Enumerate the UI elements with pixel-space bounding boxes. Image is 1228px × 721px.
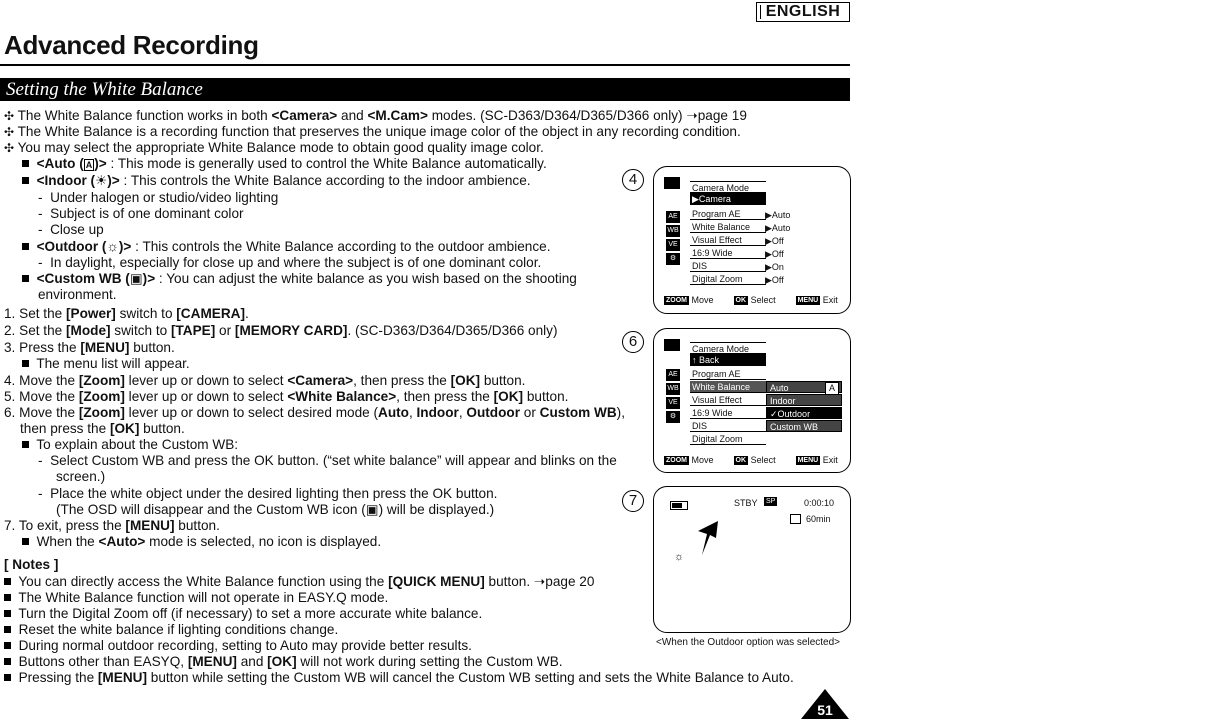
pointer-arrow-icon bbox=[698, 521, 718, 555]
menu-screen-white-balance bbox=[653, 328, 851, 473]
standby-label: STBY bbox=[734, 498, 758, 508]
step-6: 6. Move the [Zoom] lever up or down to select desired mode (Auto, Indoor, Outdoor or Custom WB), bbox=[4, 405, 625, 420]
recording-screen bbox=[653, 486, 851, 633]
step-6-detail-2: - Place the white object under the desired lighting then press the OK button. bbox=[38, 486, 498, 501]
step-2: 2. Set the [Mode] switch to [TAPE] or [MEMORY CARD]. (SC-D363/D364/D365/D366 only) bbox=[4, 323, 558, 338]
menu-item-white-balance[interactable]: White Balance bbox=[690, 221, 766, 233]
step-3: 3. Press the [MENU] button. bbox=[4, 340, 175, 355]
menu-key-icon: MENU bbox=[797, 457, 819, 464]
settings-icon: ⚙ bbox=[666, 253, 680, 265]
zoom-key-icon: ZOOM bbox=[666, 297, 687, 304]
ok-key-icon: OK bbox=[735, 457, 747, 464]
intro-line-1: ✣ The White Balance function works in both <Camera> and <M.Cam> modes. (SC-D363/D364/D365/D366 only) ➝page 19 bbox=[4, 108, 747, 123]
square-bullet-icon bbox=[22, 441, 29, 448]
page-number: 51 bbox=[817, 702, 833, 718]
square-bullet-icon bbox=[22, 160, 29, 167]
note-4: Reset the white balance if lighting conditions change. bbox=[4, 622, 338, 638]
square-bullet-icon bbox=[22, 360, 29, 367]
step-number-4: 4 bbox=[622, 169, 644, 191]
menu-item-camera-mode[interactable]: Camera Mode bbox=[690, 181, 766, 193]
menu-item-white-balance[interactable]: White Balance bbox=[690, 381, 766, 393]
bullet-icon: ✣ bbox=[4, 141, 15, 155]
language-label: ENGLISH bbox=[756, 2, 850, 22]
step-6-line-2: then press the [OK] button. bbox=[20, 421, 185, 436]
value-white-balance: ▶Auto bbox=[765, 223, 791, 233]
square-bullet-icon bbox=[4, 642, 11, 649]
step-6-detail-1-cont: screen.) bbox=[56, 469, 106, 484]
section-banner: Setting the White Balance bbox=[0, 78, 850, 101]
page-title: Advanced Recording bbox=[4, 30, 259, 60]
square-bullet-icon bbox=[22, 275, 29, 282]
control-hint-bar: ZOOM Move OK Select MENU Exit bbox=[666, 455, 838, 465]
step-6-sub: To explain about the Custom WB: bbox=[22, 437, 238, 453]
square-bullet-icon bbox=[4, 594, 11, 601]
step-number-6: 6 bbox=[622, 331, 644, 353]
auto-icon: A bbox=[825, 382, 839, 395]
option-outdoor[interactable]: ✓Outdoor bbox=[766, 407, 842, 419]
remaining-time: 60min bbox=[806, 514, 831, 524]
intro-line-2: ✣ The White Balance is a recording function that preserves the unique image color of the object in any recording condition. bbox=[4, 124, 741, 139]
indoor-sub-3: - Close up bbox=[38, 222, 104, 237]
square-bullet-icon bbox=[22, 243, 29, 250]
menu-item-camera-mode[interactable]: Camera Mode bbox=[690, 342, 766, 354]
menu-item-dis[interactable]: DIS bbox=[690, 420, 766, 432]
time-counter: 0:00:10 bbox=[804, 498, 835, 508]
step-5: 5. Move the [Zoom] lever up or down to select <White Balance>, then press the [OK] button. bbox=[4, 389, 569, 404]
square-bullet-icon bbox=[4, 658, 11, 665]
square-bullet-icon bbox=[4, 578, 11, 585]
camera-icon bbox=[664, 177, 680, 189]
bullet-icon: ✣ bbox=[4, 109, 15, 123]
square-bullet-icon bbox=[4, 610, 11, 617]
square-bullet-icon bbox=[4, 626, 11, 633]
menu-item-digital-zoom[interactable]: Digital Zoom bbox=[690, 273, 766, 285]
mode-indoor: <Indoor (☀)> : This controls the White Balance according to the indoor ambience. bbox=[22, 173, 531, 189]
program-ae-icon: AE bbox=[666, 369, 680, 381]
menu-item-digital-zoom[interactable]: Digital Zoom bbox=[690, 433, 766, 445]
mode-outdoor: <Outdoor (☼)> : This controls the White Balance according to the outdoor ambience. bbox=[22, 239, 550, 255]
tape-icon bbox=[790, 514, 801, 524]
program-ae-icon: AE bbox=[666, 211, 680, 223]
menu-item-camera[interactable]: ▶Camera bbox=[690, 193, 766, 205]
intro-line-3: ✣ You may select the appropriate White Balance mode to obtain good quality image color. bbox=[4, 140, 544, 155]
auto-icon: A bbox=[85, 160, 93, 170]
menu-item-back[interactable]: ↑ Back bbox=[690, 354, 766, 366]
note-2: The White Balance function will not operate in EASY.Q mode. bbox=[4, 590, 388, 606]
menu-item-visual-effect[interactable]: Visual Effect bbox=[690, 394, 766, 406]
note-1: You can directly access the White Balance function using the [QUICK MENU] button. ➝page 20 bbox=[4, 574, 594, 590]
step-7: 7. To exit, press the [MENU] button. bbox=[4, 518, 220, 533]
zoom-key-icon: ZOOM bbox=[666, 457, 687, 464]
note-7: Pressing the [MENU] button while setting the Custom WB will cancel the Custom WB setting and sets the White Balance to Auto. bbox=[4, 670, 794, 686]
value-digital-zoom: ▶Off bbox=[765, 275, 784, 285]
white-balance-icon: WB bbox=[666, 383, 680, 395]
ok-key-icon: OK bbox=[735, 297, 747, 304]
step-6-detail-2-cont: (The OSD will disappear and the Custom WB icon (▣) will be displayed.) bbox=[56, 502, 495, 517]
screen-caption: <When the Outdoor option was selected> bbox=[656, 637, 841, 648]
sp-mode-badge: SP bbox=[766, 498, 776, 505]
bullet-icon: ✣ bbox=[4, 125, 15, 139]
step-number-7: 7 bbox=[622, 490, 644, 512]
step-4: 4. Move the [Zoom] lever up or down to select <Camera>, then press the [OK] button. bbox=[4, 373, 526, 388]
menu-key-icon: MENU bbox=[797, 297, 819, 304]
outdoor-icon: ☼ bbox=[674, 551, 685, 563]
camera-icon bbox=[664, 339, 680, 351]
square-bullet-icon bbox=[22, 538, 29, 545]
battery-icon bbox=[670, 501, 688, 510]
step-7-sub: When the <Auto> mode is selected, no icon is displayed. bbox=[22, 534, 381, 550]
note-3: Turn the Digital Zoom off (if necessary) to set a more accurate white balance. bbox=[4, 606, 482, 622]
value-dis: ▶On bbox=[765, 262, 784, 272]
custom-wb-icon: ▣ bbox=[365, 502, 379, 517]
control-hint-bar: ZOOM Move OK Select MENU Exit bbox=[666, 295, 838, 305]
menu-item-visual-effect[interactable]: Visual Effect bbox=[690, 234, 766, 246]
menu-screen-camera bbox=[653, 166, 851, 314]
menu-item-program-ae[interactable]: Program AE bbox=[690, 368, 766, 380]
outdoor-sub-1: - In daylight, especially for close up and where the subject is of one dominant color. bbox=[38, 255, 542, 270]
option-custom-wb[interactable]: Custom WB bbox=[766, 420, 842, 432]
visual-effect-icon: VE bbox=[666, 239, 680, 251]
menu-item-dis[interactable]: DIS bbox=[690, 260, 766, 272]
custom-wb-icon: ▣ bbox=[129, 271, 143, 286]
value-program-ae: ▶Auto bbox=[765, 210, 791, 220]
step-1: 1. Set the [Power] switch to [CAMERA]. bbox=[4, 306, 249, 321]
indoor-sub-2: - Subject is of one dominant color bbox=[38, 206, 244, 221]
step-6-detail-1: - Select Custom WB and press the OK button. (“set white balance” will appear and blinks on the bbox=[38, 453, 617, 468]
menu-item-16-9-wide[interactable]: 16:9 Wide bbox=[690, 407, 766, 419]
white-balance-icon: WB bbox=[666, 225, 680, 237]
option-indoor[interactable]: Indoor bbox=[766, 394, 842, 406]
indoor-sub-1: - Under halogen or studio/video lighting bbox=[38, 190, 279, 205]
outdoor-icon: ☼ bbox=[106, 239, 119, 254]
value-visual-effect: ▶Off bbox=[765, 236, 784, 246]
title-rule bbox=[0, 64, 850, 66]
menu-item-16-9-wide[interactable]: 16:9 Wide bbox=[690, 247, 766, 259]
notes-title: [ Notes ] bbox=[4, 557, 59, 572]
option-auto[interactable]: Auto bbox=[766, 381, 842, 393]
mode-custom: <Custom WB (▣)> : You can adjust the white balance as you wish based on the shooting bbox=[22, 271, 577, 287]
value-16-9-wide: ▶Off bbox=[765, 249, 784, 259]
menu-item-program-ae[interactable]: Program AE bbox=[690, 208, 766, 220]
square-bullet-icon bbox=[4, 674, 11, 681]
note-6: Buttons other than EASYQ, [MENU] and [OK] will not work during setting the Custom WB. bbox=[4, 654, 563, 670]
mode-custom-cont: environment. bbox=[38, 287, 117, 302]
step-3-sub: The menu list will appear. bbox=[22, 356, 190, 372]
mode-auto: <Auto ( A )> : This mode is generally used to control the White Balance automatically. bbox=[22, 156, 547, 173]
settings-icon: ⚙ bbox=[666, 411, 680, 423]
visual-effect-icon: VE bbox=[666, 397, 680, 409]
indoor-icon: ☀ bbox=[95, 173, 108, 188]
square-bullet-icon bbox=[22, 177, 29, 184]
note-5: During normal outdoor recording, setting to Auto may provide better results. bbox=[4, 638, 472, 654]
